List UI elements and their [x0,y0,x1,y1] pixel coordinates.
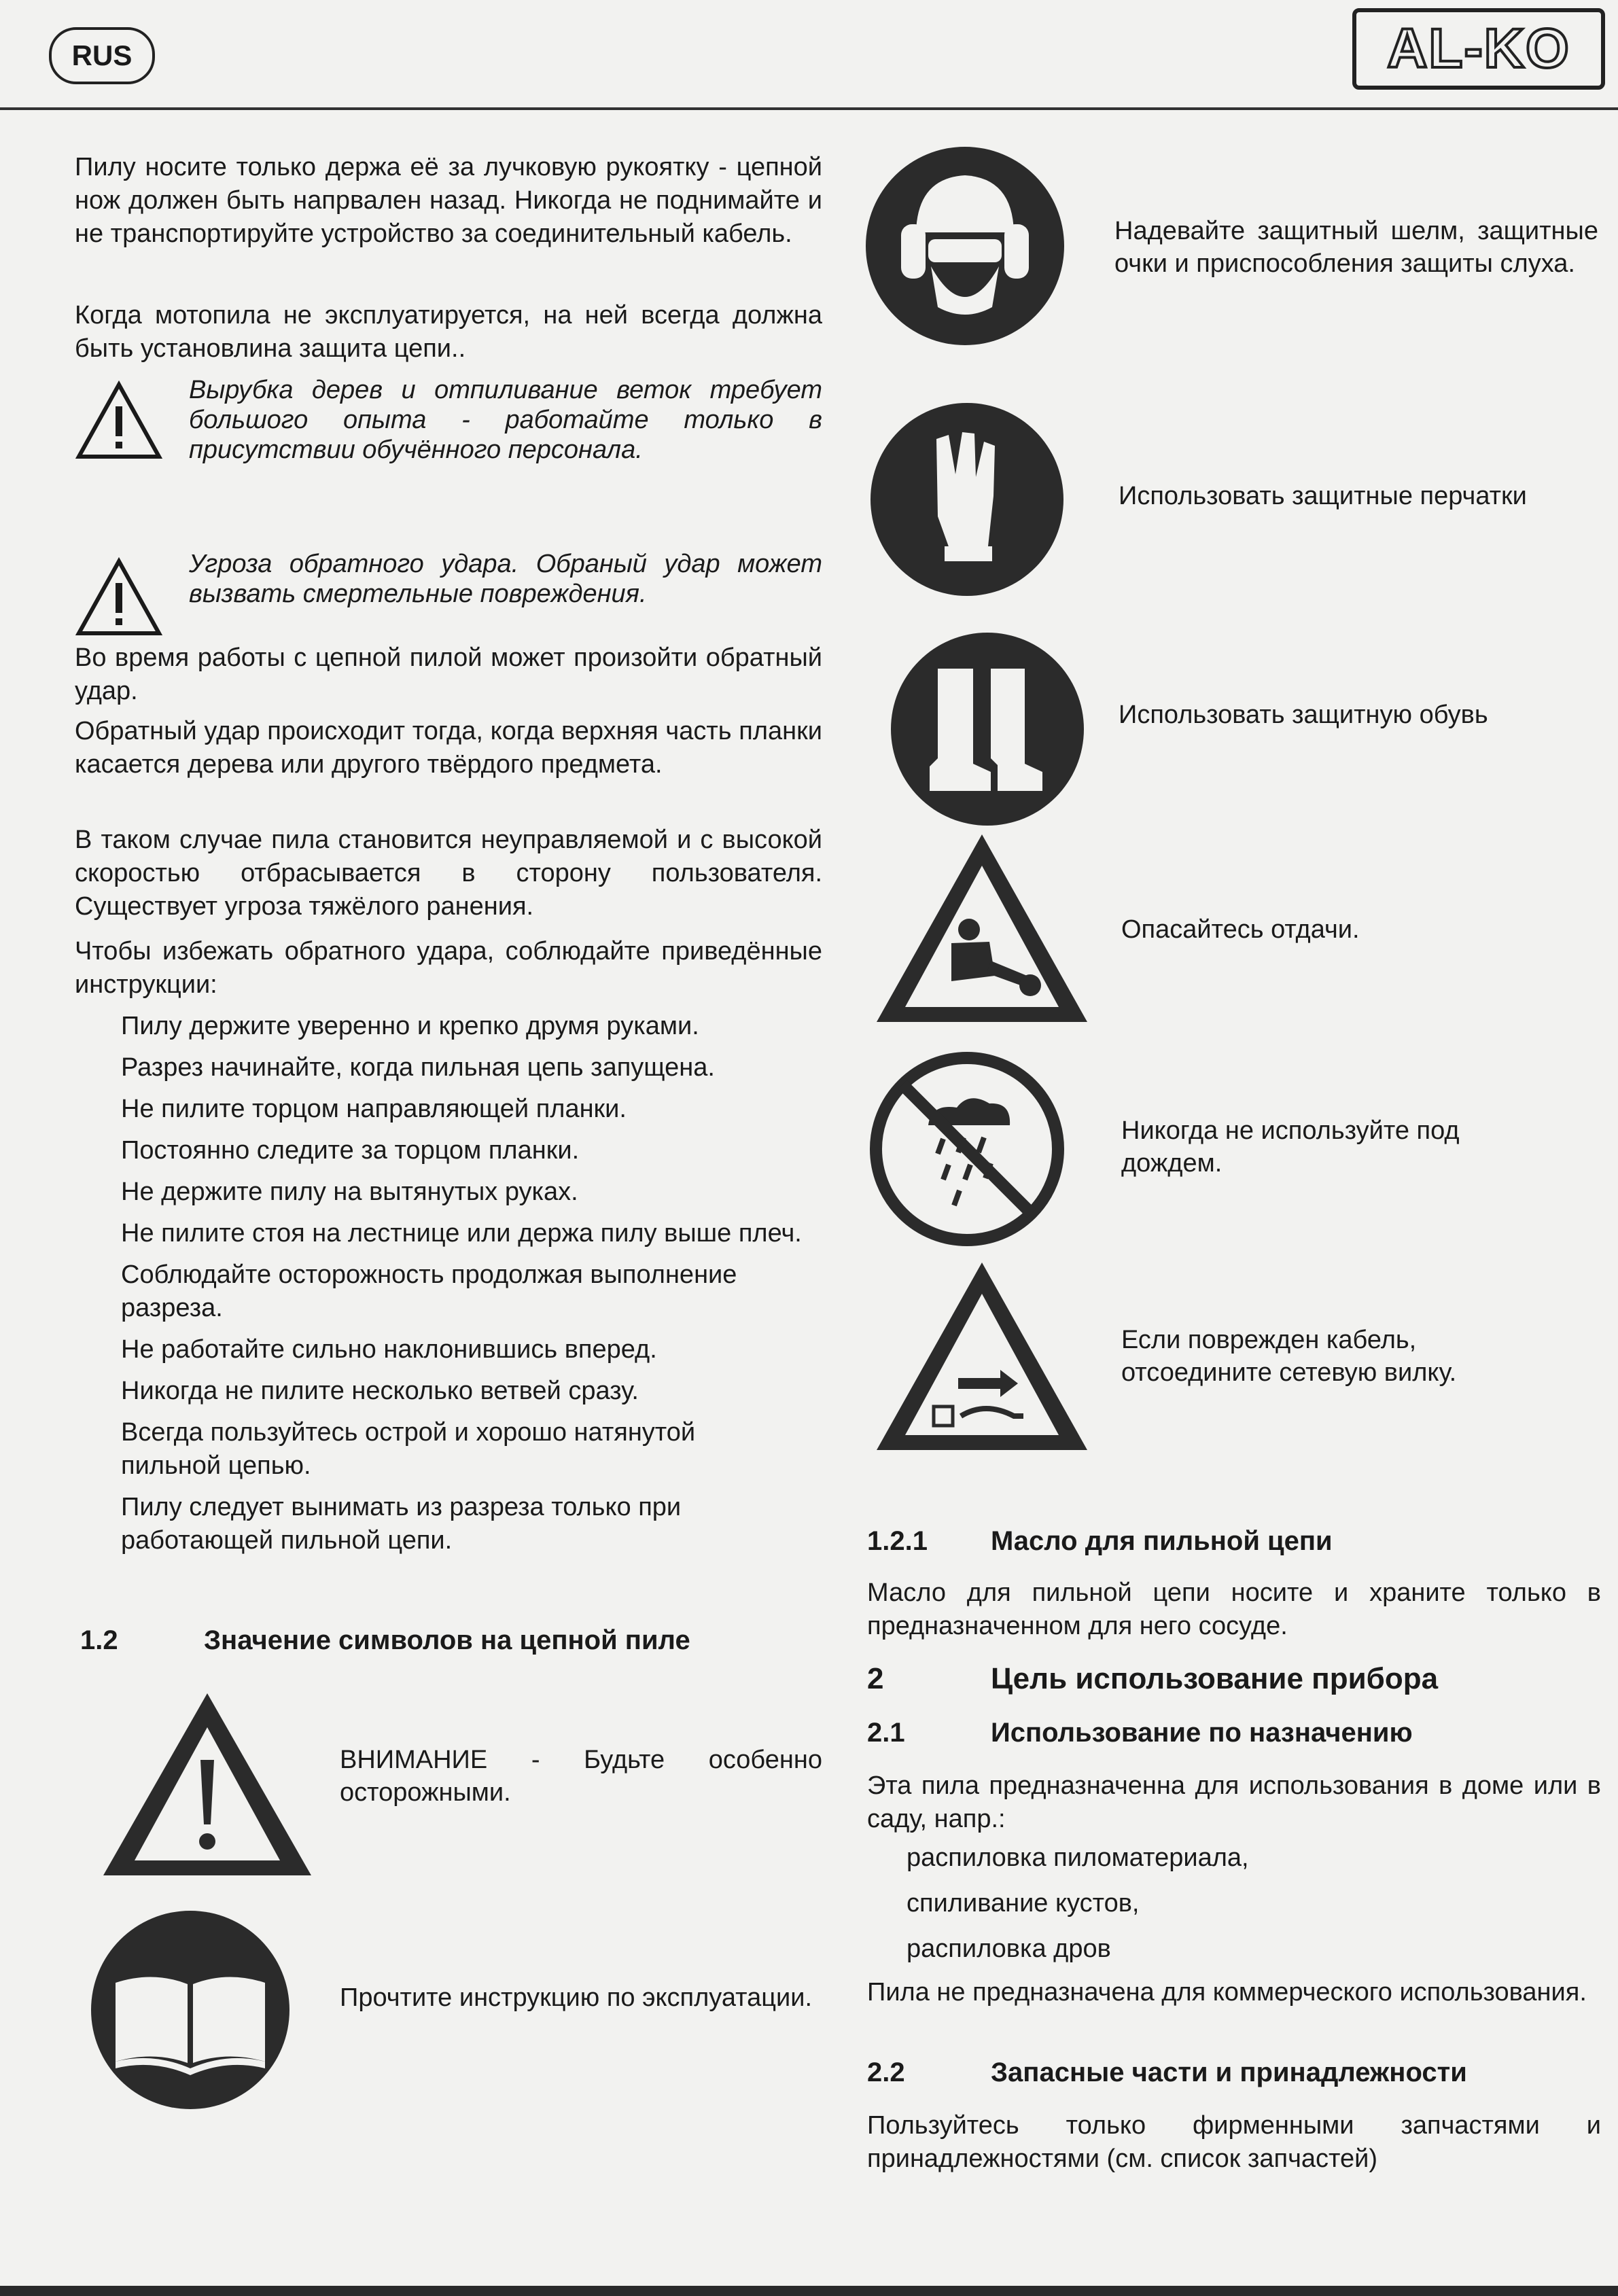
section-title: Использование по назначению [991,1718,1413,1748]
section-title: Значение символов на цепной пиле [204,1625,690,1655]
list-item: Разрез начинайте, когда пильная цепь запущена. [121,1053,715,1082]
list-item: Не держите пилу на вытянутых руках. [121,1178,578,1206]
section-number: 1.2.1 [867,1526,928,1556]
section-title: Масло для пильной цепи [991,1526,1333,1556]
spare-parts-text: Пользуйтесь только фирменными запчастями и принадлежностями (см. список запчастей) [867,2111,1601,2173]
brand-logo [1352,8,1605,90]
list-item: распиловка дров [907,1935,1111,1963]
kickback-intro: Во время работы с цепной пилой может произойти обратный удар. [75,643,822,705]
boots-icon [889,631,1086,828]
list-item: Постоянно следите за торцом планки. [121,1136,580,1165]
brand-logo-text: AL-KO [1387,18,1570,80]
kickback-warning: Угроза обратного удара. Обраный удар может вызвать смертельные повреждения. [189,550,822,608]
language-badge-label: RUS [71,39,133,71]
use-list [907,1841,1518,1966]
intended-use-text: Эта пила предназначенна для использования в доме или в саду, напр.: [867,1771,1601,1833]
list-item: Соблюдайте осторожность продолжая выполнение разреза. [121,1260,737,1322]
warning-triangle-icon [75,381,163,461]
read-manual-icon [88,1908,292,2112]
gloves-symbol-text: Использовать защитные перчатки [1119,482,1527,510]
unplug-cable-icon [870,1256,1094,1460]
cable-symbol-text: Если поврежден кабель, отсоедините сетевую вилку. [1121,1326,1457,1387]
rain-symbol-text: Никогда не используйте под дождем. [1121,1116,1460,1178]
instruction-list [121,1010,822,1566]
section-number: 1.2 [80,1625,118,1655]
warning-triangle-icon [95,1685,319,1882]
list-item: Пилу держите уверенно и крепко друмя руками. [121,1012,699,1040]
boots-symbol-text: Использовать защитную обувь [1119,701,1488,729]
gloves-icon [868,401,1066,598]
header-rule [0,107,1618,110]
list-item: спиливание кустов, [907,1889,1140,1918]
section-number: 2 [867,1662,884,1695]
list-item: Не пилите торцом направляющей планки. [121,1095,627,1123]
kickback-icon [870,828,1094,1031]
experience-warning: Вырубка дерев и отпиливание веток требует большого опыта - работайте только в присутствии обучённого персонала. [189,376,822,464]
section-number: 2.1 [867,1718,905,1748]
page-bottom-edge [0,2286,1618,2296]
list-item: Никогда не пилите несколько ветвей сразу. [121,1377,639,1405]
list-item: Пилу следует вынимать из разреза только при работающей пильной цепи. [121,1493,682,1555]
helmet-symbol-text: Надевайте защитный шелм, защитные очки и приспособления защиты слуха. [1114,217,1598,278]
section-title: Цель использование прибора [991,1662,1439,1695]
list-item: Не пилите стоя на лестнице или держа пилу выше плеч. [121,1219,802,1248]
warning-triangle-icon [75,557,163,637]
carry-instructions: Пилу носите только держа её за лучковую рукоятку - цепной нож должен быть напрвален назад. Никогда не поднимайте и не транспортируйте устройство за соединительный кабель. [75,153,822,248]
list-item: распиловка пиломатериала, [907,1843,1249,1872]
section-title: Запасные части и принадлежности [991,2057,1467,2087]
list-item: Не работайте сильно наклонившись вперед. [121,1335,657,1364]
no-rain-icon [868,1050,1066,1248]
language-badge [49,27,155,84]
read-manual-symbol-text: Прочтите инструкцию по эксплуатации. [340,1983,813,2012]
attention-symbol-text: ВНИМАНИЕ - Будьте особенно осторожными. [340,1746,822,1807]
helmet-goggles-earmuffs-icon [863,144,1067,348]
chain-oil-text: Масло для пильной цепи носите и храните только в предназначенном для него сосуде. [867,1578,1601,1640]
not-commercial-text: Пила не предназначена для коммерческого использования. [867,1978,1587,2007]
section-number: 2.2 [867,2057,905,2087]
chain-guard-note: Когда мотопила не эксплуатируется, на ней всегда должна быть установлина защита цепи.. [75,301,822,363]
kickback-cause: Обратный удар происходит тогда, когда верхняя часть планки касается дерева или другого твёрдого предмета. [75,717,822,779]
list-item: Всегда пользуйтесь острой и хорошо натянутой пильной цепью. [121,1418,696,1480]
kickback-prevent: Чтобы избежать обратного удара, соблюдайте приведённые инструкции: [75,937,822,999]
kickback-danger: В таком случае пила становится неуправляемой и с высокой скоростью отбрасывается в сторону пользователя. Существует угроза тяжёлого ранения. [75,826,822,921]
kickback-symbol-text: Опасайтесь отдачи. [1121,915,1360,944]
